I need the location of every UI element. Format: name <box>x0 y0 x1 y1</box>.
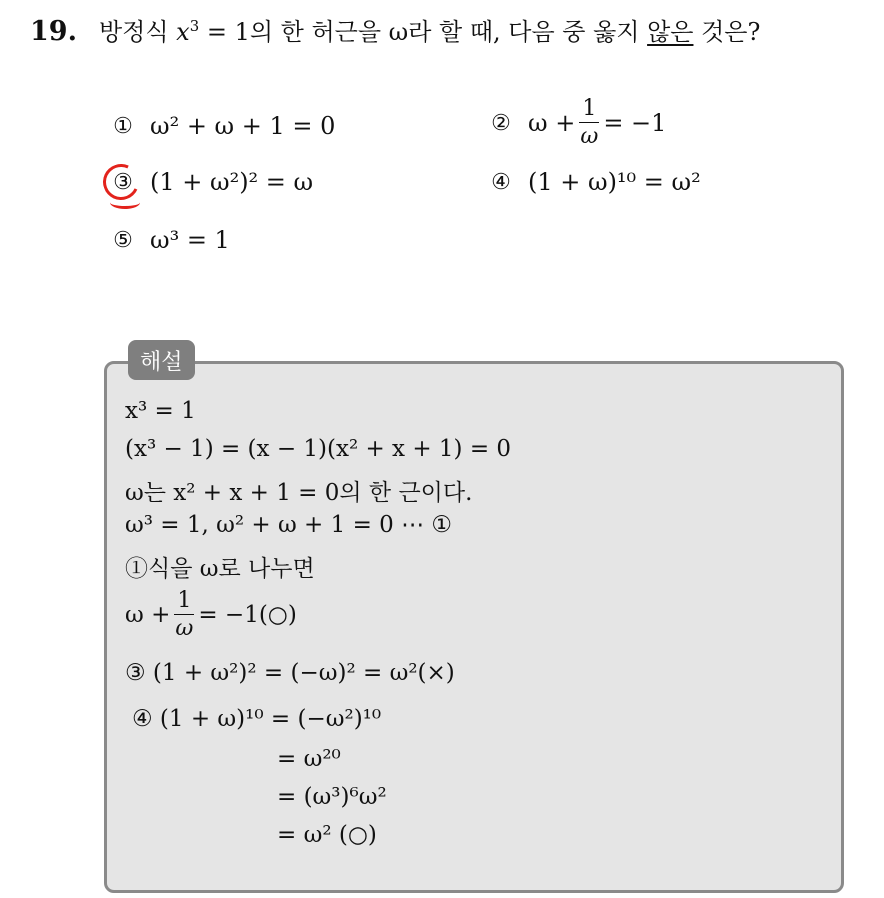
choice-expression-post: = −1 <box>603 109 667 137</box>
choice-mark: ④ <box>491 169 511 195</box>
choice-5[interactable] <box>110 226 230 254</box>
solution-continuation-3: = ω² (○) <box>277 822 377 848</box>
choice-mark: ② <box>491 110 511 136</box>
fraction <box>579 98 599 148</box>
solution-tag: 해설 <box>128 340 195 380</box>
fraction-numerator: 1 <box>174 590 194 615</box>
solution-line-4: ω³ = 1, ω² + ω + 1 = 0 ⋯ ① <box>125 512 453 538</box>
choice-mark: ③ <box>110 170 136 195</box>
question-header <box>30 12 760 47</box>
fraction-denominator: ω <box>580 124 599 149</box>
fraction-denominator: ω <box>175 616 194 641</box>
choice-expression-pre: ω + <box>528 109 576 137</box>
choice-expression: ω² + ω + 1 = 0 <box>150 112 336 140</box>
solution-fraction-line: ω + $\frac{1}{\omega}$ = −1(○) <box>125 588 297 641</box>
choice-expression: (1 + ω)¹⁰ = ω² <box>528 168 701 196</box>
solution-line-1: x³ = 1 <box>125 398 196 424</box>
solution-line-3: ω는 x² + x + 1 = 0의 한 근이다. <box>125 480 473 506</box>
fraction <box>174 590 194 640</box>
underlined-word: 않은 <box>647 18 694 46</box>
choice-1[interactable] <box>110 112 335 140</box>
question-text: 방정식 $x^3 = 1$의 한 허근을 ω라 할 때, 다음 중 옳지 않은 것은? <box>98 17 761 46</box>
choice-3[interactable] <box>110 168 313 196</box>
choice-expression: (1 + ω²)² = ω <box>150 168 314 196</box>
solution-line-choice4: ④ (1 + ω)¹⁰ = (−ω²)¹⁰ <box>132 706 382 732</box>
solution-line-choice3: ③ (1 + ω²)² = (−ω)² = ω²(×) <box>125 660 455 686</box>
choice-mark: ⑤ <box>113 227 133 253</box>
solution-continuation-2: = (ω³)⁶ω² <box>277 784 387 810</box>
solution-line-2: (x³ − 1) = (x − 1)(x² + x + 1) = 0 <box>125 436 512 462</box>
fraction-numerator: 1 <box>579 98 599 123</box>
choice-expression: ω³ = 1 <box>150 226 230 254</box>
question-number: 19. <box>30 16 77 47</box>
selection-circle-tail <box>110 196 140 209</box>
solution-line-5: ①식을 ω로 나누면 <box>125 556 315 582</box>
solution-continuation-1: = ω²⁰ <box>277 746 341 772</box>
choice-2[interactable] <box>488 98 666 148</box>
choice-mark: ① <box>113 113 133 139</box>
choice-4[interactable] <box>488 168 701 196</box>
